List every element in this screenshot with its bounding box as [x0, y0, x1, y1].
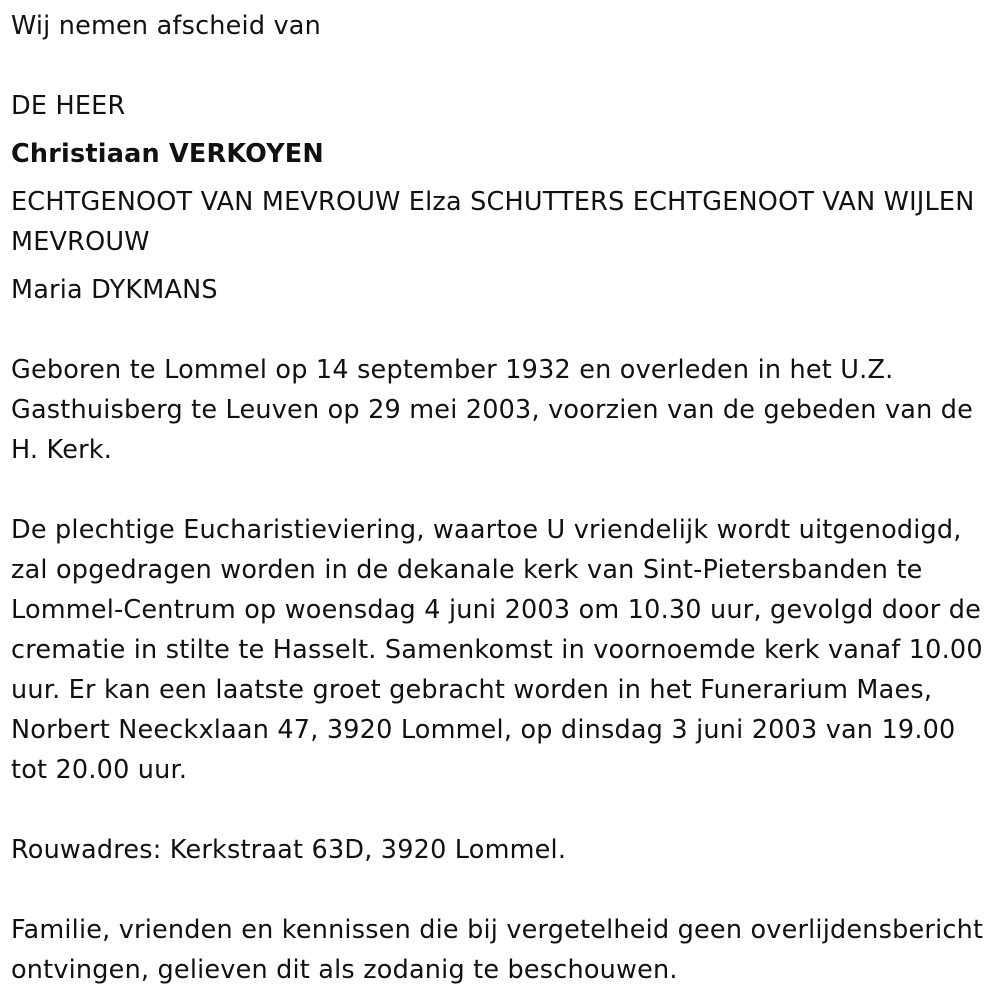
late-spouse-name: Maria DYKMANS: [11, 275, 218, 305]
deceased-name: Christiaan VERKOYEN: [11, 139, 324, 169]
obituary-notice: [11, 0, 991, 990]
intro-text: Wij nemen afscheid van: [11, 11, 321, 41]
spouse-line: ECHTGENOOT VAN MEVROUW Elza SCHUTTERS ECHTGENOOT VAN WIJLEN MEVROUW: [11, 187, 975, 257]
closing-paragraph: Familie, vrienden en kennissen die bij vergetelheid geen overlijdensbericht ontvingen, gelieven dit als zodanig te beschouwen.: [11, 915, 984, 985]
birth-death-paragraph: Geboren te Lommel op 14 september 1932 en overleden in het U.Z. Gasthuisberg te Leuven op 29 mei 2003, voorzien van de gebeden van de H. Kerk.: [11, 355, 974, 465]
mourning-address: Rouwadres: Kerkstraat 63D, 3920 Lommel.: [11, 835, 567, 865]
honorific-title: DE HEER: [11, 91, 126, 121]
ceremony-paragraph: De plechtige Eucharistieviering, waartoe U vriendelijk wordt uitgenodigd, zal opgedragen worden in de dekanale kerk van Sint-Pietersbanden te Lommel-Centrum op woensdag 4 juni 2003 om 10.30 uur, gevolgd door de crematie in stilte te Hasselt. Samenkomst in voornoemde kerk vanaf 10.00 uur. Er kan een laatste groet gebracht worden in het Funerarium Maes, Norbert Neeckxlaan 47, 3920 Lommel, op dinsdag 3 juni 2003 van 19.00 tot 20.00 uur.: [11, 515, 983, 785]
